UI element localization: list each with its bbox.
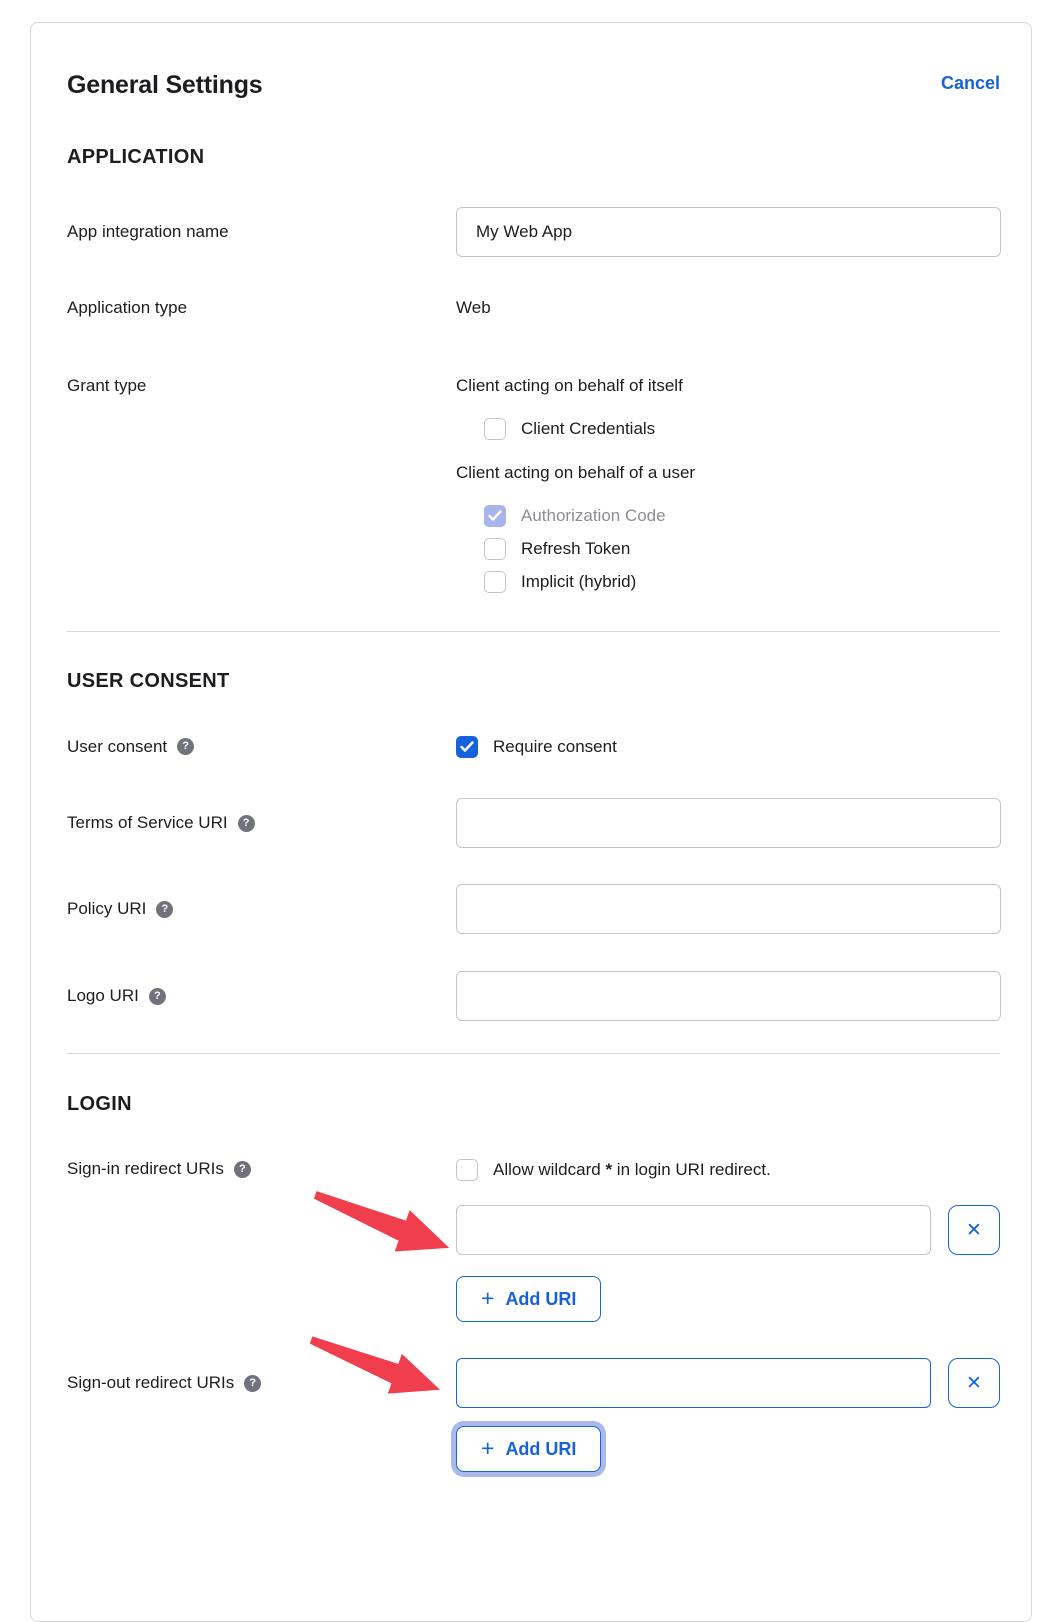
implicit-option bbox=[484, 570, 1000, 593]
grant-type-row bbox=[67, 375, 1000, 593]
app-type-label: Application type bbox=[67, 298, 188, 317]
section-divider bbox=[67, 631, 1000, 632]
card-header bbox=[67, 71, 1000, 99]
section-divider bbox=[67, 1053, 1000, 1054]
refresh-token-checkbox[interactable] bbox=[484, 538, 506, 560]
help-icon[interactable]: ? bbox=[177, 738, 194, 755]
signout-add-row bbox=[67, 1408, 1000, 1472]
authorization-code-checkbox bbox=[484, 505, 506, 527]
app-name-label: App integration name bbox=[67, 222, 229, 241]
wildcard-option bbox=[456, 1158, 1000, 1181]
application-section-heading: APPLICATION bbox=[67, 146, 205, 168]
cancel-link[interactable]: Cancel bbox=[940, 73, 1000, 93]
grant-group-itself: Client acting on behalf of itself bbox=[456, 376, 683, 395]
help-icon[interactable]: ? bbox=[238, 815, 255, 832]
signin-redirect-controls bbox=[456, 1158, 1000, 1322]
signout-uri-input[interactable] bbox=[456, 1358, 931, 1408]
tos-uri-label: Terms of Service URI ? bbox=[67, 812, 456, 834]
logo-uri-label: Logo URI ? bbox=[67, 985, 456, 1007]
app-name-row bbox=[67, 207, 1000, 257]
signout-redirect-row bbox=[67, 1358, 1000, 1408]
implicit-label: Implicit (hybrid) bbox=[521, 572, 637, 591]
add-signin-uri-button[interactable]: + Add URI bbox=[456, 1276, 601, 1322]
help-icon[interactable]: ? bbox=[234, 1161, 251, 1178]
logo-uri-input[interactable] bbox=[456, 971, 1001, 1021]
help-icon[interactable]: ? bbox=[149, 988, 166, 1005]
refresh-token-label: Refresh Token bbox=[521, 539, 631, 558]
grant-group-user: Client acting on behalf of a user bbox=[456, 463, 696, 482]
require-consent-option bbox=[456, 735, 1000, 758]
signin-redirect-label: Sign-in redirect URIs ? bbox=[67, 1158, 456, 1180]
wildcard-asterisk: * bbox=[605, 1160, 613, 1179]
refresh-token-option bbox=[484, 537, 1000, 560]
signin-uri-input[interactable] bbox=[456, 1205, 931, 1255]
wildcard-checkbox[interactable] bbox=[456, 1159, 478, 1181]
policy-uri-row bbox=[67, 884, 1000, 934]
app-type-value: Web bbox=[456, 298, 491, 317]
user-consent-label: User consent ? bbox=[67, 736, 456, 758]
tos-uri-input[interactable] bbox=[456, 798, 1001, 848]
check-icon bbox=[488, 510, 502, 522]
grant-type-label: Grant type bbox=[67, 376, 147, 395]
logo-uri-row bbox=[67, 971, 1000, 1021]
signout-redirect-label: Sign-out redirect URIs ? bbox=[67, 1372, 456, 1394]
tos-uri-row bbox=[67, 798, 1000, 848]
app-type-row bbox=[67, 297, 1000, 319]
add-signout-uri-button[interactable]: + Add URI bbox=[456, 1426, 601, 1472]
app-name-input[interactable] bbox=[456, 207, 1001, 257]
plus-icon: + bbox=[481, 1434, 495, 1461]
client-credentials-label: Client Credentials bbox=[521, 419, 656, 438]
user-consent-row bbox=[67, 735, 1000, 758]
help-icon[interactable]: ? bbox=[156, 901, 173, 918]
client-credentials-option bbox=[484, 417, 1000, 440]
plus-icon: + bbox=[481, 1284, 495, 1311]
signin-redirect-row bbox=[67, 1158, 1000, 1322]
login-section-heading: LOGIN bbox=[67, 1093, 132, 1115]
authorization-code-option bbox=[484, 504, 1000, 527]
policy-uri-input[interactable] bbox=[456, 884, 1001, 934]
implicit-checkbox[interactable] bbox=[484, 571, 506, 593]
help-icon[interactable]: ? bbox=[244, 1375, 261, 1392]
page-title: General Settings bbox=[67, 71, 263, 99]
close-icon: ✕ bbox=[966, 1219, 982, 1241]
remove-signin-uri-button[interactable] bbox=[948, 1205, 1000, 1255]
policy-uri-label: Policy URI ? bbox=[67, 898, 456, 920]
remove-signout-uri-button[interactable] bbox=[948, 1358, 1000, 1408]
require-consent-checkbox[interactable] bbox=[456, 736, 478, 758]
signout-uri-row bbox=[456, 1358, 1000, 1408]
signin-uri-row bbox=[456, 1205, 1000, 1255]
user-consent-section-heading: USER CONSENT bbox=[67, 670, 230, 692]
check-icon bbox=[460, 741, 474, 753]
wildcard-label: Allow wildcard * in login URI redirect. bbox=[493, 1160, 771, 1179]
close-icon: ✕ bbox=[966, 1372, 982, 1394]
client-credentials-checkbox[interactable] bbox=[484, 418, 506, 440]
general-settings-card bbox=[30, 22, 1032, 1622]
grant-type-options bbox=[456, 375, 1000, 593]
authorization-code-label: Authorization Code bbox=[521, 506, 666, 525]
require-consent-label: Require consent bbox=[493, 737, 617, 756]
